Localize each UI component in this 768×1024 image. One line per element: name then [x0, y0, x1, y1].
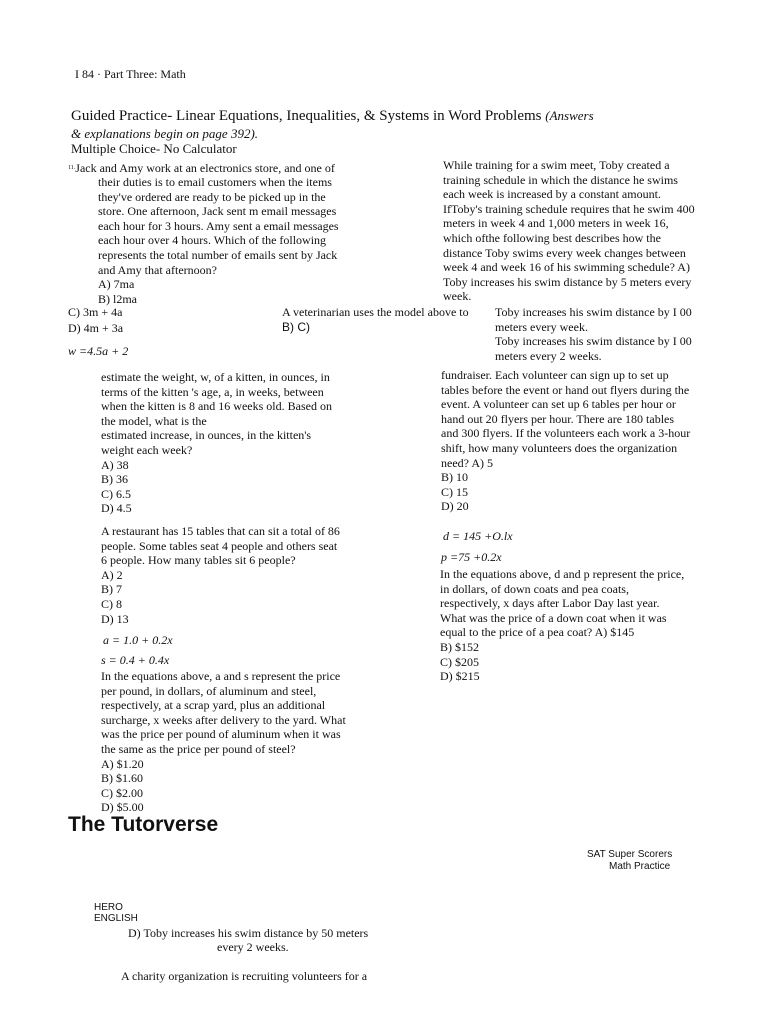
- answer-option-c: C) $2.00: [101, 785, 143, 800]
- question-line: they've ordered are ready to be picked up in the: [98, 189, 326, 204]
- question-line: was the price per pound of aluminum when it was: [101, 727, 341, 742]
- question-line: each week is increased by a constant amount.: [443, 187, 661, 202]
- question-line: their duties is to email customers when the items: [98, 175, 332, 189]
- answer-option-a: A) $1.20: [101, 756, 144, 771]
- question-line: IfToby's training schedule requires that he swim 400: [443, 201, 695, 216]
- question-line: estimated increase, in ounces, in the kitten's: [101, 428, 312, 443]
- logo-text-2: ENGLISH: [94, 913, 138, 924]
- metal-equation-s: s = 0.4 + 0.4x: [101, 653, 170, 667]
- swim-question: [443, 158, 695, 304]
- vet-equation: w =4.5a + 2: [68, 344, 129, 358]
- question-line: and 300 flyers. If the volunteers each work a 3-hour: [441, 426, 691, 441]
- option-line: Toby increases his swim distance by I 00: [495, 334, 692, 349]
- swim-option-b: [495, 305, 692, 363]
- restaurant-question: [101, 524, 340, 626]
- question-11: [68, 161, 335, 176]
- title-note-cont: & explanations begin on page 392).: [71, 126, 259, 141]
- option-line: Toby increases his swim distance by I 00: [495, 305, 692, 319]
- question-line: hand out 20 flyers per hour. There are 180 tables: [441, 411, 675, 426]
- question-line: What was the price of a down coat when it was: [440, 610, 667, 625]
- question-line: tables before the event or hand out flyers during the: [441, 382, 690, 397]
- question-line: store. One afternoon, Jack sent m email messages: [98, 204, 337, 219]
- page-title: [71, 109, 594, 124]
- question-line: fundraiser. Each volunteer can sign up to set up: [441, 368, 669, 382]
- question-line: respectively, x days after Labor Day last year.: [440, 596, 660, 611]
- question-line: estimate the weight, w, of a kitten, in ounces, in: [101, 370, 330, 384]
- answer-option-c: C) 6.5: [101, 486, 131, 501]
- swim-option-d: D) Toby increases his swim distance by 50 meters: [128, 926, 369, 940]
- question-line: when the kitten is 8 and 16 weeks old. Based on: [101, 399, 332, 414]
- metal-question: [101, 669, 346, 815]
- question-line: $^{11.}$Jack and Amy work at an electronics store, and one of: [68, 161, 335, 175]
- question-line: the same as the price per pound of steel?: [101, 741, 296, 756]
- coat-equation-d: d = 145 +O.lx: [443, 529, 513, 543]
- question-line: and Amy that afternoon?: [98, 262, 217, 277]
- title-text: Guided Practice- Linear Equations, Inequalities, & Systems in Word Problems: [71, 108, 542, 124]
- page-label: I 84 · Part Three: Math: [75, 67, 186, 81]
- answer-option-c: C) 8: [101, 596, 122, 611]
- question-line: per pound, in dollars, of aluminum and steel,: [101, 683, 317, 698]
- tagline-2: Math Practice: [609, 861, 671, 872]
- question-line: Toby increases his swim distance by 5 meters every: [443, 274, 692, 289]
- question-line: meters in week 4 and 1,000 meters in week 16,: [443, 216, 669, 231]
- question-line: in dollars, of down coats and pea coats,: [440, 581, 629, 596]
- answer-option-a: A) 38: [101, 457, 129, 472]
- answer-option-d: D) 20: [441, 499, 469, 514]
- question-line: surcharge, x weeks after delivery to the yard. What: [101, 712, 346, 727]
- title-note: (Answers: [545, 108, 594, 123]
- question-line: each hour over 4 hours. Which of the following: [98, 233, 327, 248]
- answer-option-d: D) 4m + 3a: [68, 321, 124, 335]
- question-11-body: [98, 175, 339, 306]
- option-line: meters every 2 weeks.: [495, 348, 602, 363]
- question-line: A restaurant has 15 tables that can sit a total of 86: [101, 524, 340, 538]
- answer-option-b: B) 36: [101, 472, 128, 487]
- question-line: terms of the kitten 's age, a, in weeks, between: [101, 384, 324, 399]
- answer-option-c: C) 3m + 4a: [68, 305, 123, 319]
- vet-question-intro: A veterinarian uses the model above to: [282, 305, 469, 319]
- question-line: week.: [443, 289, 472, 304]
- answer-option-d: D) $215: [440, 669, 480, 684]
- answer-option-b: B) $152: [440, 639, 479, 654]
- question-line: weight each week?: [101, 442, 193, 457]
- question-line: week 4 and week 16 of his swimming schedule? A): [443, 260, 690, 275]
- answer-option-b: B) l2ma: [98, 291, 137, 306]
- vet-options-bc: B) C): [282, 320, 310, 334]
- question-line: need? A) 5: [441, 455, 493, 470]
- question-line: In the equations above, a and s represent the price: [101, 669, 341, 683]
- tagline-1: SAT Super Scorers: [587, 849, 673, 860]
- vet-question: [101, 370, 332, 516]
- question-line: represents the total number of emails sent by Jack: [98, 247, 338, 262]
- coat-equation-p: p =75 +0.2x: [441, 550, 502, 564]
- question-line: each hour for 3 hours. Amy sent a email messages: [98, 218, 339, 233]
- question-line: In the equations above, d and p represent the price,: [440, 567, 685, 581]
- question-line: the model, what is the: [101, 413, 207, 428]
- question-line: training schedule in which the distance he swims: [443, 172, 678, 187]
- answer-option-d: D) $5.00: [101, 800, 144, 815]
- question-line: shift, how many volunteers does the organization: [441, 440, 678, 455]
- answer-option-c: C) $205: [440, 654, 479, 669]
- question-number: 11.: [68, 165, 76, 171]
- question-line: 6 people. How many tables sit 6 people?: [101, 553, 296, 568]
- question-line: people. Some tables seat 4 people and others seat: [101, 538, 338, 553]
- brand-title: The Tutorverse: [68, 813, 219, 836]
- question-line: distance Toby swims every week changes between: [443, 245, 686, 260]
- answer-option-c: C) 15: [441, 484, 468, 499]
- question-line: equal to the price of a pea coat? A) $145: [440, 625, 635, 640]
- logo-text-1: HERO: [94, 902, 123, 913]
- charity-question-intro: A charity organization is recruiting volunteers for a: [121, 969, 368, 983]
- metal-equation-a: a = 1.0 + 0.2x: [103, 633, 173, 647]
- swim-option-d-cont: every 2 weeks.: [217, 940, 289, 954]
- question-line: which ofthe following best describes how the: [443, 230, 661, 245]
- answer-option-b: B) 10: [441, 470, 468, 485]
- section-subtitle: Multiple Choice- No Calculator: [71, 141, 237, 156]
- coat-question: [440, 567, 684, 684]
- question-line: While training for a swim meet, Toby created a: [443, 158, 670, 172]
- answer-option-a: A) 2: [101, 567, 123, 582]
- answer-option-d: D) 4.5: [101, 501, 132, 516]
- answer-option-a: A) 7ma: [98, 277, 135, 292]
- answer-option-b: B) 7: [101, 582, 122, 597]
- answer-option-d: D) 13: [101, 611, 129, 626]
- charity-question: [441, 368, 690, 514]
- option-line: meters every week.: [495, 319, 588, 334]
- question-line: event. A volunteer can set up 6 tables per hour or: [441, 397, 676, 412]
- question-line: respectively, at a scrap yard, plus an additional: [101, 698, 326, 713]
- answer-option-b: B) $1.60: [101, 771, 143, 786]
